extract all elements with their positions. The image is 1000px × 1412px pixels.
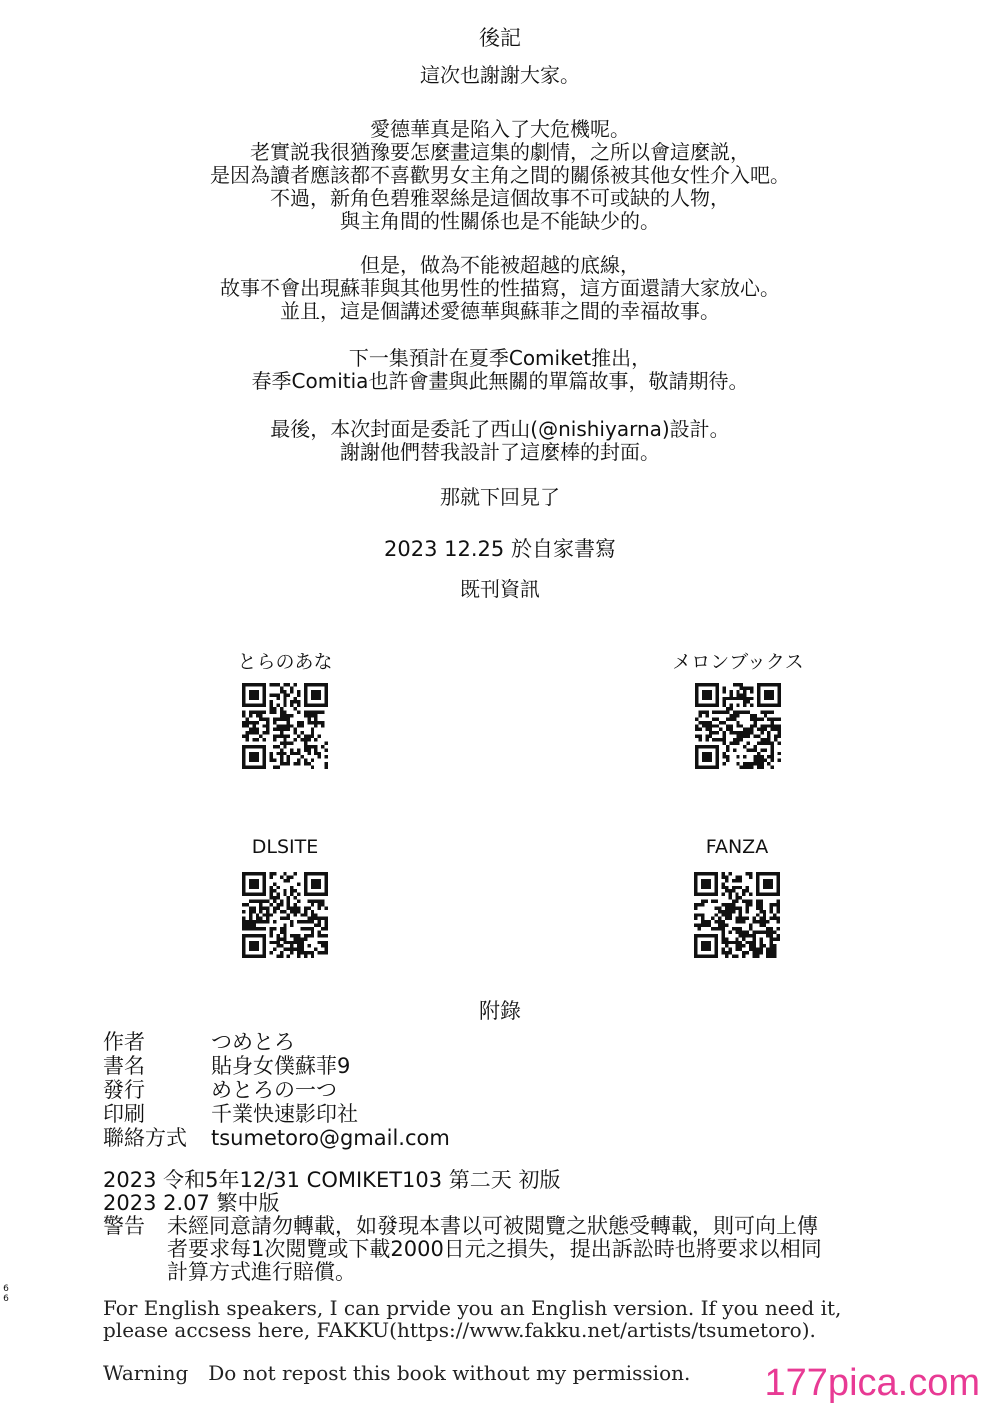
afterword-line: 謝謝他們替我設計了這麼棒的封面。 (340, 440, 660, 464)
colophon-value: 貼身女僕蘇菲9 (211, 1054, 351, 1078)
colophon-value: 千業快速影印社 (211, 1102, 358, 1126)
afterword-paragraph-5 (0, 418, 1000, 464)
warning-block (103, 1215, 822, 1284)
afterword-line: 這次也謝謝大家。 (420, 63, 580, 87)
colophon-row (103, 1030, 450, 1054)
qr-code-icon[interactable] (242, 683, 328, 769)
page-number (2, 1284, 10, 1304)
afterword-paragraph-6 (0, 486, 1000, 509)
afterword-line: 並且，這是個講述愛德華與蘇菲之間的幸福故事。 (280, 299, 720, 323)
afterword-date: 2023 12.25 於自家書寫 (384, 537, 616, 561)
store-label: メロンブックス (672, 651, 804, 673)
warning-key: 警告 (103, 1214, 145, 1238)
appendix-title: 附錄 (479, 999, 521, 1023)
afterword-paragraph-4 (0, 347, 1000, 393)
colophon-key: 發行 (103, 1078, 145, 1102)
store-fanza (637, 836, 837, 958)
afterword-paragraph-2 (0, 118, 1000, 233)
afterword-line: 與主角間的性關係也是不能缺少的。 (340, 209, 660, 233)
warning-line: 未經同意請勿轉載，如發現本書以可被閲覽之狀態受轉載，則可向上傳 (167, 1214, 818, 1238)
colophon-key: 印刷 (103, 1102, 145, 1126)
english-warning-label: Warning (103, 1361, 189, 1385)
warning-text (167, 1215, 822, 1284)
store-label: DLSITE (251, 836, 319, 858)
colophon-key: 書名 (103, 1054, 145, 1078)
english-notice (103, 1297, 841, 1341)
warning-line: 者要求每1次閲覽或下載2000日元之損失，提出訴訟時也將要求以相同 (167, 1237, 822, 1261)
colophon-row (103, 1078, 450, 1102)
english-warning (103, 1361, 690, 1385)
page-number-digit: 6 (3, 1284, 9, 1294)
edition-block (103, 1169, 822, 1284)
afterword-line: 下一集預計在夏季Comiket推出， (348, 346, 652, 370)
contact-email[interactable]: tsumetoro@gmail.com (211, 1126, 450, 1150)
colophon-row (103, 1102, 450, 1126)
colophon-key: 聯絡方式 (103, 1126, 187, 1150)
store-label: とらのあな (237, 651, 333, 673)
store-toranoana (185, 647, 385, 769)
english-line: please accsess here, FAKKU(https://www.fakku.net/artists/tsumetoro). (103, 1318, 816, 1342)
colophon-value: つめとろ (211, 1030, 295, 1054)
edition-line: 2023 2.07 繁中版 (103, 1191, 280, 1215)
published-info-title: 既刊資訊 (460, 577, 540, 601)
store-melonbooks (638, 647, 838, 769)
afterword-line: 但是，做為不能被超越的底線， (360, 253, 640, 277)
afterword-paragraph-1 (0, 64, 1000, 87)
colophon-row (103, 1126, 450, 1150)
afterword-title: 後記 (479, 26, 521, 50)
colophon-table (103, 1030, 450, 1150)
afterword-line: 不過，新角色碧雅翠絲是這個故事不可或缺的人物， (270, 186, 730, 210)
store-dlsite (185, 836, 385, 958)
qr-code-icon[interactable] (242, 872, 328, 958)
colophon-row (103, 1054, 450, 1078)
afterword-line: 春季Comitia也許會畫與此無關的單篇故事，敬請期待。 (251, 369, 749, 393)
colophon-value: めとろの一つ (211, 1078, 337, 1102)
afterword-line: 故事不會出現蘇菲與其他男性的性描寫，這方面還請大家放心。 (220, 276, 780, 300)
edition-line: 2023 令和5年12/31 COMIKET103 第二天 初版 (103, 1168, 561, 1192)
colophon-key: 作者 (103, 1030, 145, 1054)
afterword-line: 那就下回見了 (440, 485, 560, 509)
english-line: For English speakers, I can prvide you an English version. If you need it, (103, 1296, 842, 1320)
afterword-line: 最後，本次封面是委託了西山(@nishiyarna)設計。 (270, 417, 730, 441)
qr-code-icon[interactable] (695, 683, 781, 769)
afterword-line: 是因為讀者應該都不喜歡男女主角之間的關係被其他女性介入吧。 (210, 163, 790, 187)
afterword-line: 老實説我很猶豫要怎麼畫這集的劇情，之所以會這麼説， (250, 140, 750, 164)
page-number-digit: 6 (3, 1294, 9, 1304)
afterword-paragraph-3 (0, 254, 1000, 323)
qr-code-icon[interactable] (694, 872, 780, 958)
afterword-line: 愛德華真是陷入了大危機呢。 (370, 117, 630, 141)
site-watermark[interactable]: 177pica.com (757, 1362, 988, 1405)
store-label: FANZA (705, 836, 769, 858)
warning-line: 計算方式進行賠償。 (167, 1260, 356, 1284)
english-warning-text: Do not repost this book without my permission. (208, 1361, 691, 1385)
